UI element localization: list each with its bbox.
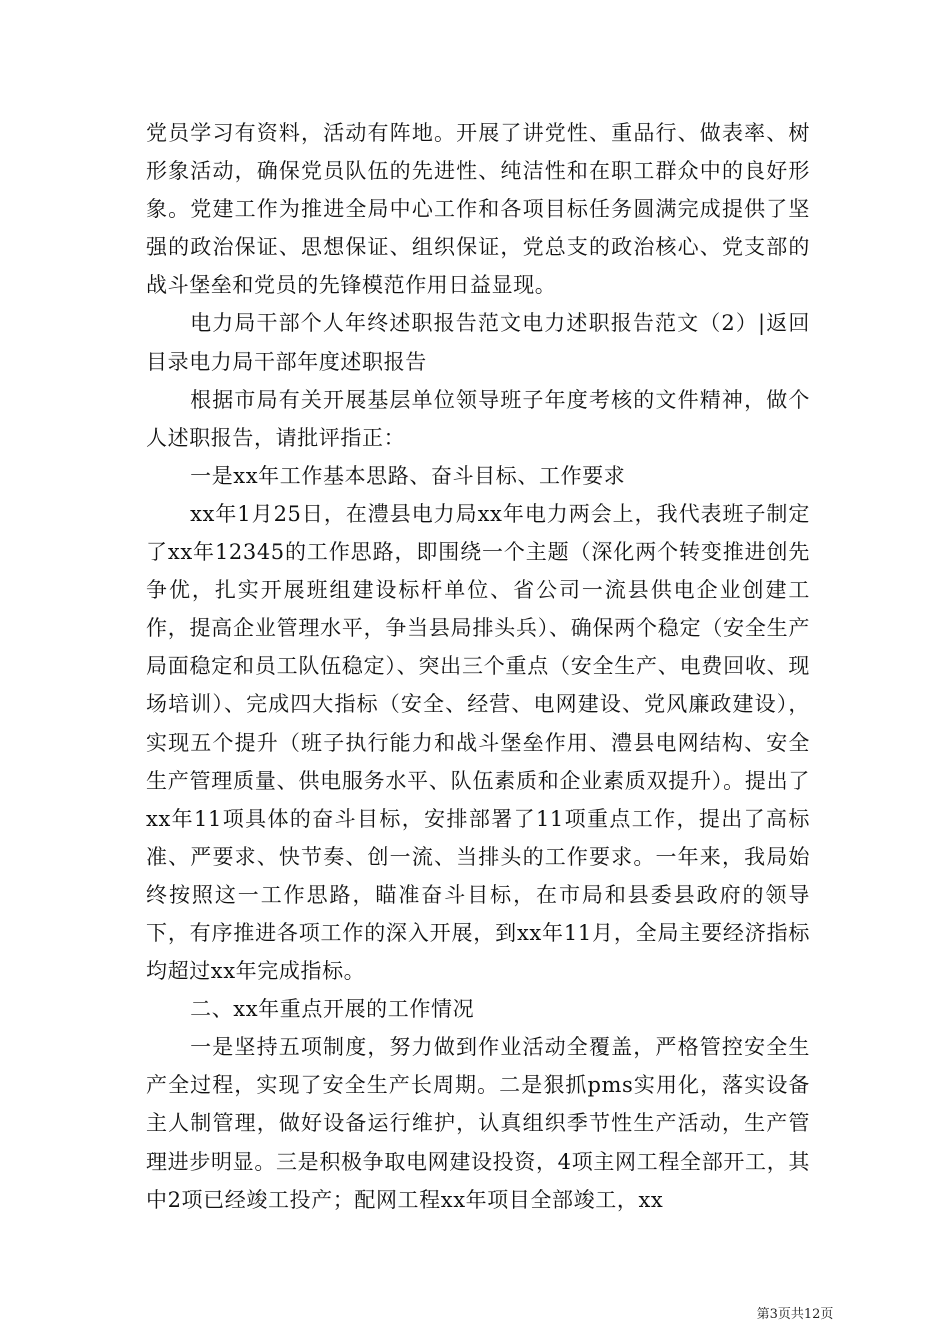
page-footer [0, 1303, 950, 1322]
paragraph-work-plan: xx年1月25日，在澧县电力局xx年电力两会上，我代表班子制定了xx年12345的工作思路，即围绕一个主题（深化两个转变推进创先争优，扎实开展班组建设标杆单位、省公司一流县供电企业创建工作，提高企业管理水平，争当县局排头兵）、确保两个稳定（安全生产局面稳定和员工队伍稳定）、突出三个重点（安全生产、电费回收、现场培训）、完成四大指标（安全、经营、电网建设、党风廉政建设），实现五个提升（班子执行能力和战斗堡垒作用、澧县电网结构、安全生产管理质量、供电服务水平、队伍素质和企业素质双提升）。提出了xx年11项具体的奋斗目标，安排部署了11项重点工作，提出了高标准、严要求、快节奏、创一流、当排头的工作要求。一年来，我局始终按照这一工作思路，瞄准奋斗目标，在市局和县委县政府的领导下，有序推进各项工作的深入开展，到xx年11月，全局主要经济指标均超过xx年完成指标。 [146, 501, 810, 984]
paragraph-section-title-link: 电力局干部个人年终述职报告范文电力述职报告范文（2）|返回目录电力局干部年度述职报告 [146, 311, 810, 374]
paragraph-key-work: 一是坚持五项制度，努力做到作业活动全覆盖，严格管控安全生产全过程，实现了安全生产长周期。二是狠抓pms实用化，落实设备主人制管理，做好设备运行维护，认真组织季节性生产活动，生产管理进步明显。三是积极争取电网建设投资，4项主网工程全部开工，其中2项已经竣工投产；配网工程xx年项目全部竣工，xx [146, 1035, 810, 1212]
document-body [146, 114, 810, 1219]
paragraph-heading-one: 一是xx年工作基本思路、奋斗目标、工作要求 [190, 463, 626, 488]
paragraph-intro: 根据市局有关开展基层单位领导班子年度考核的文件精神，做个人述职报告，请批评指正： [146, 387, 810, 450]
page-number: 第3页共12页 [756, 1307, 834, 1322]
paragraph-party-building: 党员学习有资料，活动有阵地。开展了讲党性、重品行、做表率、树形象活动，确保党员队伍的先进性、纯洁性和在职工群众中的良好形象。党建工作为推进全局中心工作和各项目标任务圆满完成提供了坚强的政治保证、思想保证、组织保证，党总支的政治核心、党支部的战斗堡垒和党员的先锋模范作用日益显现。 [146, 121, 810, 298]
paragraph-heading-two: 二、xx年重点开展的工作情况 [190, 997, 475, 1022]
